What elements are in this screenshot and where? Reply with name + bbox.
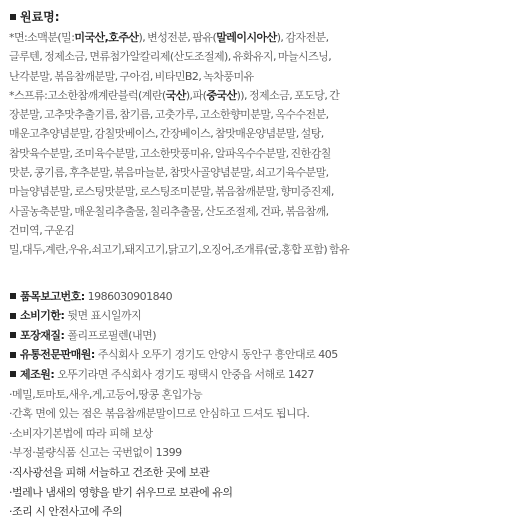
ingredient-text: 사골농축분말, 매운칠리추출물, 칠리추출물, 산도조절제, 건파, 볶음참깨, (9, 204, 329, 218)
ingredient-text: 참맛육수분말, 조미육수분말, 고소한맛풍미유, 알파옥수수분말, 진한감칠 (9, 146, 331, 160)
square-bullet-icon (10, 371, 16, 377)
ingredient-line (9, 240, 504, 259)
ingredient-text: ), 변성전분, 팜유( (138, 31, 217, 44)
square-bullet-icon (10, 332, 16, 338)
ingredient-text: 맛분, 콩기름, 후추분말, 볶음마늘분, 참맛사골양념분말, 쇠고기육수분말, (9, 166, 329, 180)
info-row (9, 345, 504, 365)
info-value: 주식회사 오뚜기 경기도 안양시 동안구 흥안대로 405 (94, 348, 338, 362)
ingredient-text: )), 정제소금, 포도당, 간 (236, 88, 340, 102)
origin-country-text: 말레이시아산 (216, 31, 277, 44)
ingredient-line (9, 221, 504, 240)
info-row (9, 326, 504, 346)
ingredient-line (9, 124, 504, 143)
ingredient-text: ), 감자전분, (276, 31, 329, 44)
ingredient-text: 난각분말, 볶음참깨분말, 구아검, 비타민B2, 녹차풍미유 (9, 69, 254, 83)
ingredient-line (9, 182, 504, 201)
info-row (9, 365, 504, 385)
ingredient-line (9, 67, 504, 86)
note-item: ·직사광선을 피해 서늘하고 건조한 곳에 보관 (9, 465, 210, 479)
info-row (9, 287, 504, 307)
note-item: ·벌레나 냄새의 영향을 받기 쉬우므로 보관에 유의 (9, 485, 233, 499)
note-item: ·조리 시 안전사고에 주의 (9, 505, 123, 519)
ingredient-line (9, 202, 504, 221)
ingredient-line (9, 105, 504, 124)
ingredient-text: 매운고추양념분말, 감칠맛베이스, 간장베이스, 참맛매운양념분말, 설탕, (9, 127, 324, 141)
ingredient-text: 건미역, 구운김 (9, 223, 75, 237)
product-details (9, 287, 504, 522)
square-bullet-icon (10, 293, 16, 299)
ingredient-text: *면:소맥분(밀: (9, 31, 75, 44)
origin-country-text: 미국산,호주산 (74, 31, 139, 44)
info-value: 폴리프로필렌(내면) (64, 328, 156, 342)
square-bullet-icon (10, 14, 16, 20)
info-label: 포장재질: (20, 328, 65, 342)
ingredient-text: 밀,대두,계란,우유,쇠고기,돼지고기,닭고기,오징어,조개류(굴,홍합 포함) 함유 (9, 243, 350, 257)
note-item: ·메밀,토마토,새우,게,고등어,땅콩 혼입가능 (9, 387, 203, 401)
info-label: 품목보고번호: (20, 289, 85, 303)
ingredient-text: 장분말, 고추맛추출기름, 참기름, 고춧가루, 고소한향미분말, 옥수수전분, (9, 108, 329, 122)
ingredient-line (9, 47, 504, 66)
ingredient-text: 글루텐, 정제소금, 면류첨가알칼리제(산도조절제), 유화유지, 마늘시즈닝, (9, 50, 332, 64)
note-item: ·소비자기본법에 따라 피해 보상 (9, 426, 153, 440)
info-value: 오뚜기라면 주식회사 경기도 평택시 안중읍 서해로 1427 (54, 367, 314, 381)
square-bullet-icon (10, 352, 16, 358)
ingredient-line (9, 144, 504, 163)
ingredient-text: *스프류:고소한참깨계란블럭(계란( (9, 88, 166, 102)
note-item: ·부정·불량식품 신고는 국번없이 1399 (9, 446, 182, 460)
ingredient-text: ),파( (185, 88, 207, 102)
origin-country-text: 중국산 (206, 88, 237, 102)
ingredient-line (9, 163, 504, 182)
info-label: 유통전문판매원: (20, 348, 95, 362)
info-value: 뒷면 표시일까지 (64, 309, 142, 323)
info-label: 소비기한: (20, 309, 65, 323)
info-label: 제조원: (20, 367, 55, 381)
origin-country-text: 국산 (165, 88, 186, 102)
square-bullet-icon (10, 313, 16, 319)
ingredient-line (9, 86, 504, 105)
note-item: ·간혹 면에 있는 점은 볶음참깨분말이므로 안심하고 드셔도 됩니다. (9, 407, 310, 421)
ingredients-list (9, 28, 504, 260)
section-title: 원료명: (20, 10, 60, 24)
ingredient-text: 마늘양념분말, 로스팅맛분말, 로스팅조미분말, 볶음참깨분말, 향미증진제, (9, 185, 334, 199)
info-value: 1986030901840 (84, 289, 173, 303)
ingredients-heading (9, 6, 504, 28)
ingredient-line (9, 28, 504, 47)
info-row (9, 306, 504, 326)
